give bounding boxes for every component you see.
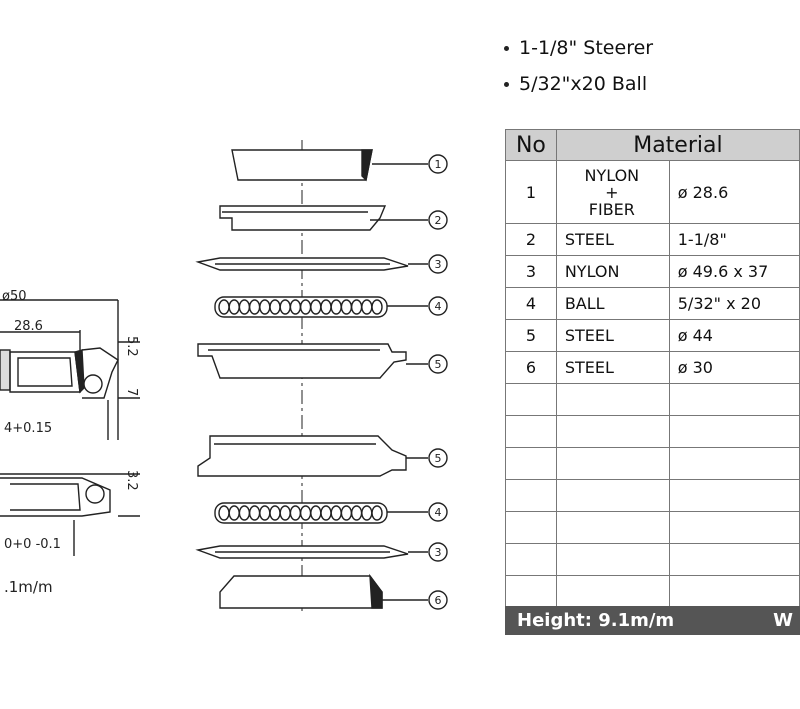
cell-no: 2 <box>506 224 557 256</box>
part-6-crown-race <box>220 576 428 608</box>
feature-item: 1-1/8" Steerer <box>504 30 653 66</box>
callout-number: 5 <box>434 452 442 465</box>
cell-spec: ø 49.6 x 37 <box>669 256 799 288</box>
empty-cell <box>506 576 557 608</box>
callout-number: 2 <box>434 214 442 227</box>
callout-number: 6 <box>434 594 442 607</box>
cell-material <box>556 161 669 224</box>
empty-cell <box>669 416 799 448</box>
height-label: Height: 9.1m/m <box>517 610 675 631</box>
footer-right-label: W <box>773 610 793 631</box>
part-3-seal-top <box>198 258 428 270</box>
part-5-cup-bottom <box>198 436 428 476</box>
dim-tolerance-bottom: 0+0 -0.1 <box>4 537 61 552</box>
table-row-empty <box>506 512 800 544</box>
empty-cell <box>556 512 669 544</box>
table-row-empty <box>506 416 800 448</box>
table-row <box>506 320 800 352</box>
callout-number: 5 <box>434 358 442 371</box>
table-row-empty <box>506 480 800 512</box>
part-5-cup-top <box>198 344 428 378</box>
callout-number: 3 <box>434 258 442 271</box>
dim-height-7: 7 <box>124 388 139 397</box>
callout-number: 4 <box>434 506 442 519</box>
callout-number: 3 <box>434 546 442 559</box>
feature-item: 5/32"x20 Ball <box>504 66 653 102</box>
cell-no: 3 <box>506 256 557 288</box>
table-row <box>506 161 800 224</box>
material-line: FIBER <box>588 199 635 219</box>
table-row-empty <box>506 384 800 416</box>
dim-diameter-28-6: 28.6 <box>14 319 43 334</box>
table-row-empty <box>506 448 800 480</box>
cell-no: 1 <box>506 161 557 224</box>
empty-cell <box>506 480 557 512</box>
empty-cell <box>669 576 799 608</box>
height-footer-bar <box>505 606 800 635</box>
cell-material: STEEL <box>556 320 669 352</box>
empty-cell <box>506 448 557 480</box>
cell-spec: ø 28.6 <box>669 161 799 224</box>
empty-cell <box>506 544 557 576</box>
cell-no: 4 <box>506 288 557 320</box>
cell-spec: 5/32" x 20 <box>669 288 799 320</box>
cell-no: 6 <box>506 352 557 384</box>
callout-number: 1 <box>434 158 442 171</box>
cell-spec: 1-1/8" <box>669 224 799 256</box>
table-row <box>506 352 800 384</box>
empty-cell <box>556 416 669 448</box>
cell-spec: ø 44 <box>669 320 799 352</box>
empty-cell <box>556 384 669 416</box>
table-row <box>506 224 800 256</box>
parts-table <box>505 129 800 608</box>
callout-number: 4 <box>434 300 442 313</box>
empty-cell <box>556 544 669 576</box>
dim-diameter-50: ø50 <box>2 289 27 304</box>
part-1-top-cover <box>232 150 428 180</box>
part-2-compression-ring <box>220 206 428 230</box>
table-row <box>506 288 800 320</box>
cell-material: STEEL <box>556 352 669 384</box>
part-4-ball-retainer-top <box>215 297 428 317</box>
empty-cell <box>506 416 557 448</box>
cell-spec: ø 30 <box>669 352 799 384</box>
table-row-empty <box>506 544 800 576</box>
part-3-seal-bottom <box>198 546 428 558</box>
empty-cell <box>556 480 669 512</box>
empty-cell <box>669 448 799 480</box>
empty-cell <box>669 544 799 576</box>
empty-cell <box>669 480 799 512</box>
bullet-icon <box>504 46 509 51</box>
cell-material: NYLON <box>556 256 669 288</box>
empty-cell <box>669 512 799 544</box>
header-no: No <box>506 130 557 161</box>
dim-height-note: .1m/m <box>4 578 53 596</box>
table-row <box>506 256 800 288</box>
empty-cell <box>556 448 669 480</box>
feature-list <box>504 30 653 102</box>
cell-material: BALL <box>556 288 669 320</box>
dim-tolerance-top: 4+0.15 <box>4 421 53 436</box>
empty-cell <box>506 512 557 544</box>
bullet-icon <box>504 82 509 87</box>
cell-no: 5 <box>506 320 557 352</box>
material-line: + <box>605 182 619 202</box>
table-row-empty <box>506 576 800 608</box>
header-material: Material <box>556 130 799 161</box>
dim-height-3-2: 3.2 <box>124 470 139 491</box>
dim-height-5-2: 5.2 <box>124 336 139 357</box>
material-line: NYLON <box>584 165 640 185</box>
cell-material: STEEL <box>556 224 669 256</box>
part-4-ball-retainer-bottom <box>215 503 428 523</box>
empty-cell <box>556 576 669 608</box>
table-header-row <box>506 130 800 161</box>
empty-cell <box>506 384 557 416</box>
empty-cell <box>669 384 799 416</box>
